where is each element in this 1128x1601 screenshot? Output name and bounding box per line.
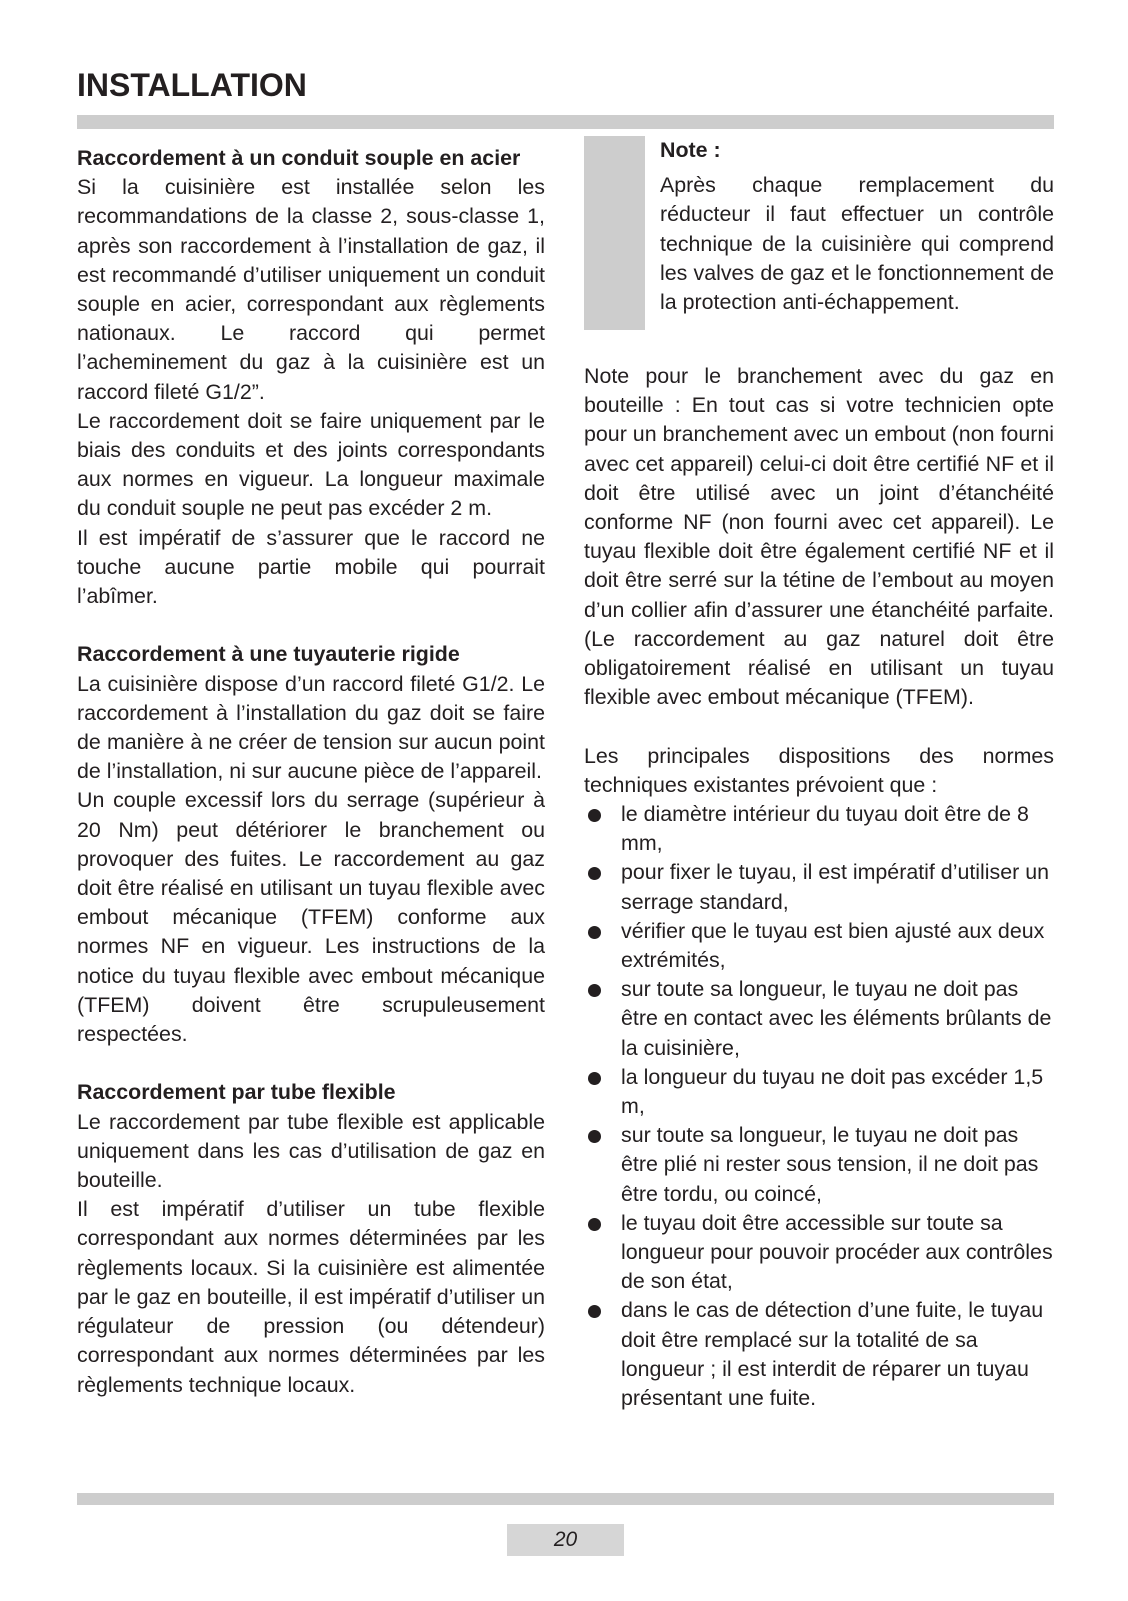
header-divider [77,115,1054,129]
list-item [584,917,1054,975]
paragraph: Il est impératif de s’assurer que le raccord ne touche aucune partie mobile qui pourrait l’abîmer. [77,525,545,609]
list-item [584,1121,1054,1209]
note-box [584,136,1054,317]
paragraph: Le raccordement doit se faire uniquement par le biais des conduits et des joints correspondants aux normes en vigueur. La longueur maximale du conduit souple ne peut pas excéder 2 m. [77,408,545,521]
bullet-icon [588,867,601,880]
paragraph: Si la cuisinière est installée selon les recommandations de la classe 2, sous-classe 1, après son raccordement à l’installation de gaz, il est recommandé d’utiliser uniquement un conduit souple en acier, correspondant aux règlements nationaux. Le raccord qui permet l’acheminement du gaz à la cuisinière est un raccord fileté G1/2”. [77,175,545,404]
footer-divider [77,1493,1054,1505]
paragraph: Il est impératif d’utiliser un tube flexible correspondant aux normes déterminées par les règlements locaux. Si la cuisinière est alimentée par le gaz en bouteille, il est impératif d’utiliser un régulateur de pression (ou détendeur) correspondant aux normes déterminées par les règlements technique locaux. [77,1197,545,1397]
list-item-text: dans le cas de détection d’une fuite, le tuyau doit être remplacé sur la totalité de sa longueur ; il est interdit de réparer un tuyau présentant une fuite. [621,1298,1044,1411]
list-item-text: sur toute sa longueur, le tuyau ne doit pas être en contact avec les éléments brûlants de la cuisinière, [621,977,1052,1060]
page-number: 20 [507,1524,624,1556]
section-heading: Raccordement à une tuyauterie rigide [77,642,460,667]
list-item [584,1296,1054,1413]
section-rigid-pipe [77,640,545,1049]
note-title: Note : [660,138,721,162]
note-marker [584,136,645,330]
list-item [584,975,1054,1063]
bullet-icon [588,1130,601,1143]
bullet-icon [588,926,601,939]
provisions-intro: Les principales dispositions des normes techniques existantes prévoient que : [584,743,1054,797]
list-item-text: le tuyau doit être accessible sur toute sa longueur pour pouvoir procéder aux contrôles de son état, [621,1210,1053,1294]
page-title: INSTALLATION [77,67,307,103]
section-heading: Raccordement à un conduit souple en acier [77,146,521,170]
bottle-gas-note: Note pour le branchement avec du gaz en bouteille : En tout cas si votre technicien opte pour un branchement avec un embout (non fourni avec cet appareil) celui-ci doit être certifié NF et il doit être utilisé avec un joint d’étanchéité conforme NF (non fourni avec cet appareil). Le tuyau flexible doit être également certifié NF et il doit être serré sur la tétine de l’embout au moyen d’un collier afin d’assurer une étanchéité parfaite. (Le raccordement au gaz naturel doit être obligatoirement réalisé en utilisant un tuyau flexible avec embout mécanique (TFEM). [584,364,1054,710]
section-heading: Raccordement par tube flexible [77,1080,396,1105]
list-item-text: sur toute sa longueur, le tuyau ne doit pas être plié ni rester sous tension, il ne doit pas être tordu, ou coincé, [621,1123,1039,1206]
note-body: Après chaque remplacement du réducteur il faut effectuer un contrôle technique de la cuisinière qui comprend les valves de gaz et le fonctionnement de la protection anti-échappement. [660,173,1054,315]
bullet-icon [588,984,601,997]
list-item [584,1209,1054,1297]
paragraph: Le raccordement par tube flexible est applicable uniquement dans les cas d’utilisation de gaz en bouteille. [77,1109,545,1193]
list-item-text: le diamètre intérieur du tuyau doit être de 8 mm, [621,802,1029,856]
section-steel-hose [77,144,545,611]
bullet-icon [588,1072,601,1085]
section-flexible-tube [77,1078,545,1399]
left-column [77,144,545,1400]
list-item-text: vérifier que le tuyau est bien ajusté aux deux extrémités, [621,918,1045,973]
paragraph: Un couple excessif lors du serrage (supérieur à 20 Nm) peut détériorer le branchement ou provoquer des fuites. Le raccordement au gaz doit être réalisé en utilisant un tuyau flexible avec embout mécanique (TFEM) conforme aux normes NF en vigueur. Les instructions de la notice du tuyau flexible avec embout mécanique (TFEM) doivent être scrupuleusement respectées. [77,788,545,1047]
list-item [584,1063,1054,1121]
paragraph: La cuisinière dispose d’un raccord fileté G1/2. Le raccordement à l’installation du gaz doit se faire de manière à ne créer de tension sur aucun point de l’installation, ni sur aucune pièce de l’appareil. [77,671,545,784]
right-column [584,362,1054,1413]
bullet-icon [588,809,601,822]
provisions-list [584,800,1054,1413]
note-content [660,136,1054,317]
list-item [584,800,1054,858]
list-item [584,858,1054,916]
bullet-icon [588,1218,601,1231]
list-item-text: la longueur du tuyau ne doit pas excéder 1,5 m, [621,1064,1044,1119]
list-item-text: pour fixer le tuyau, il est impératif d’utiliser un serrage standard, [621,860,1050,914]
bullet-icon [588,1305,601,1318]
